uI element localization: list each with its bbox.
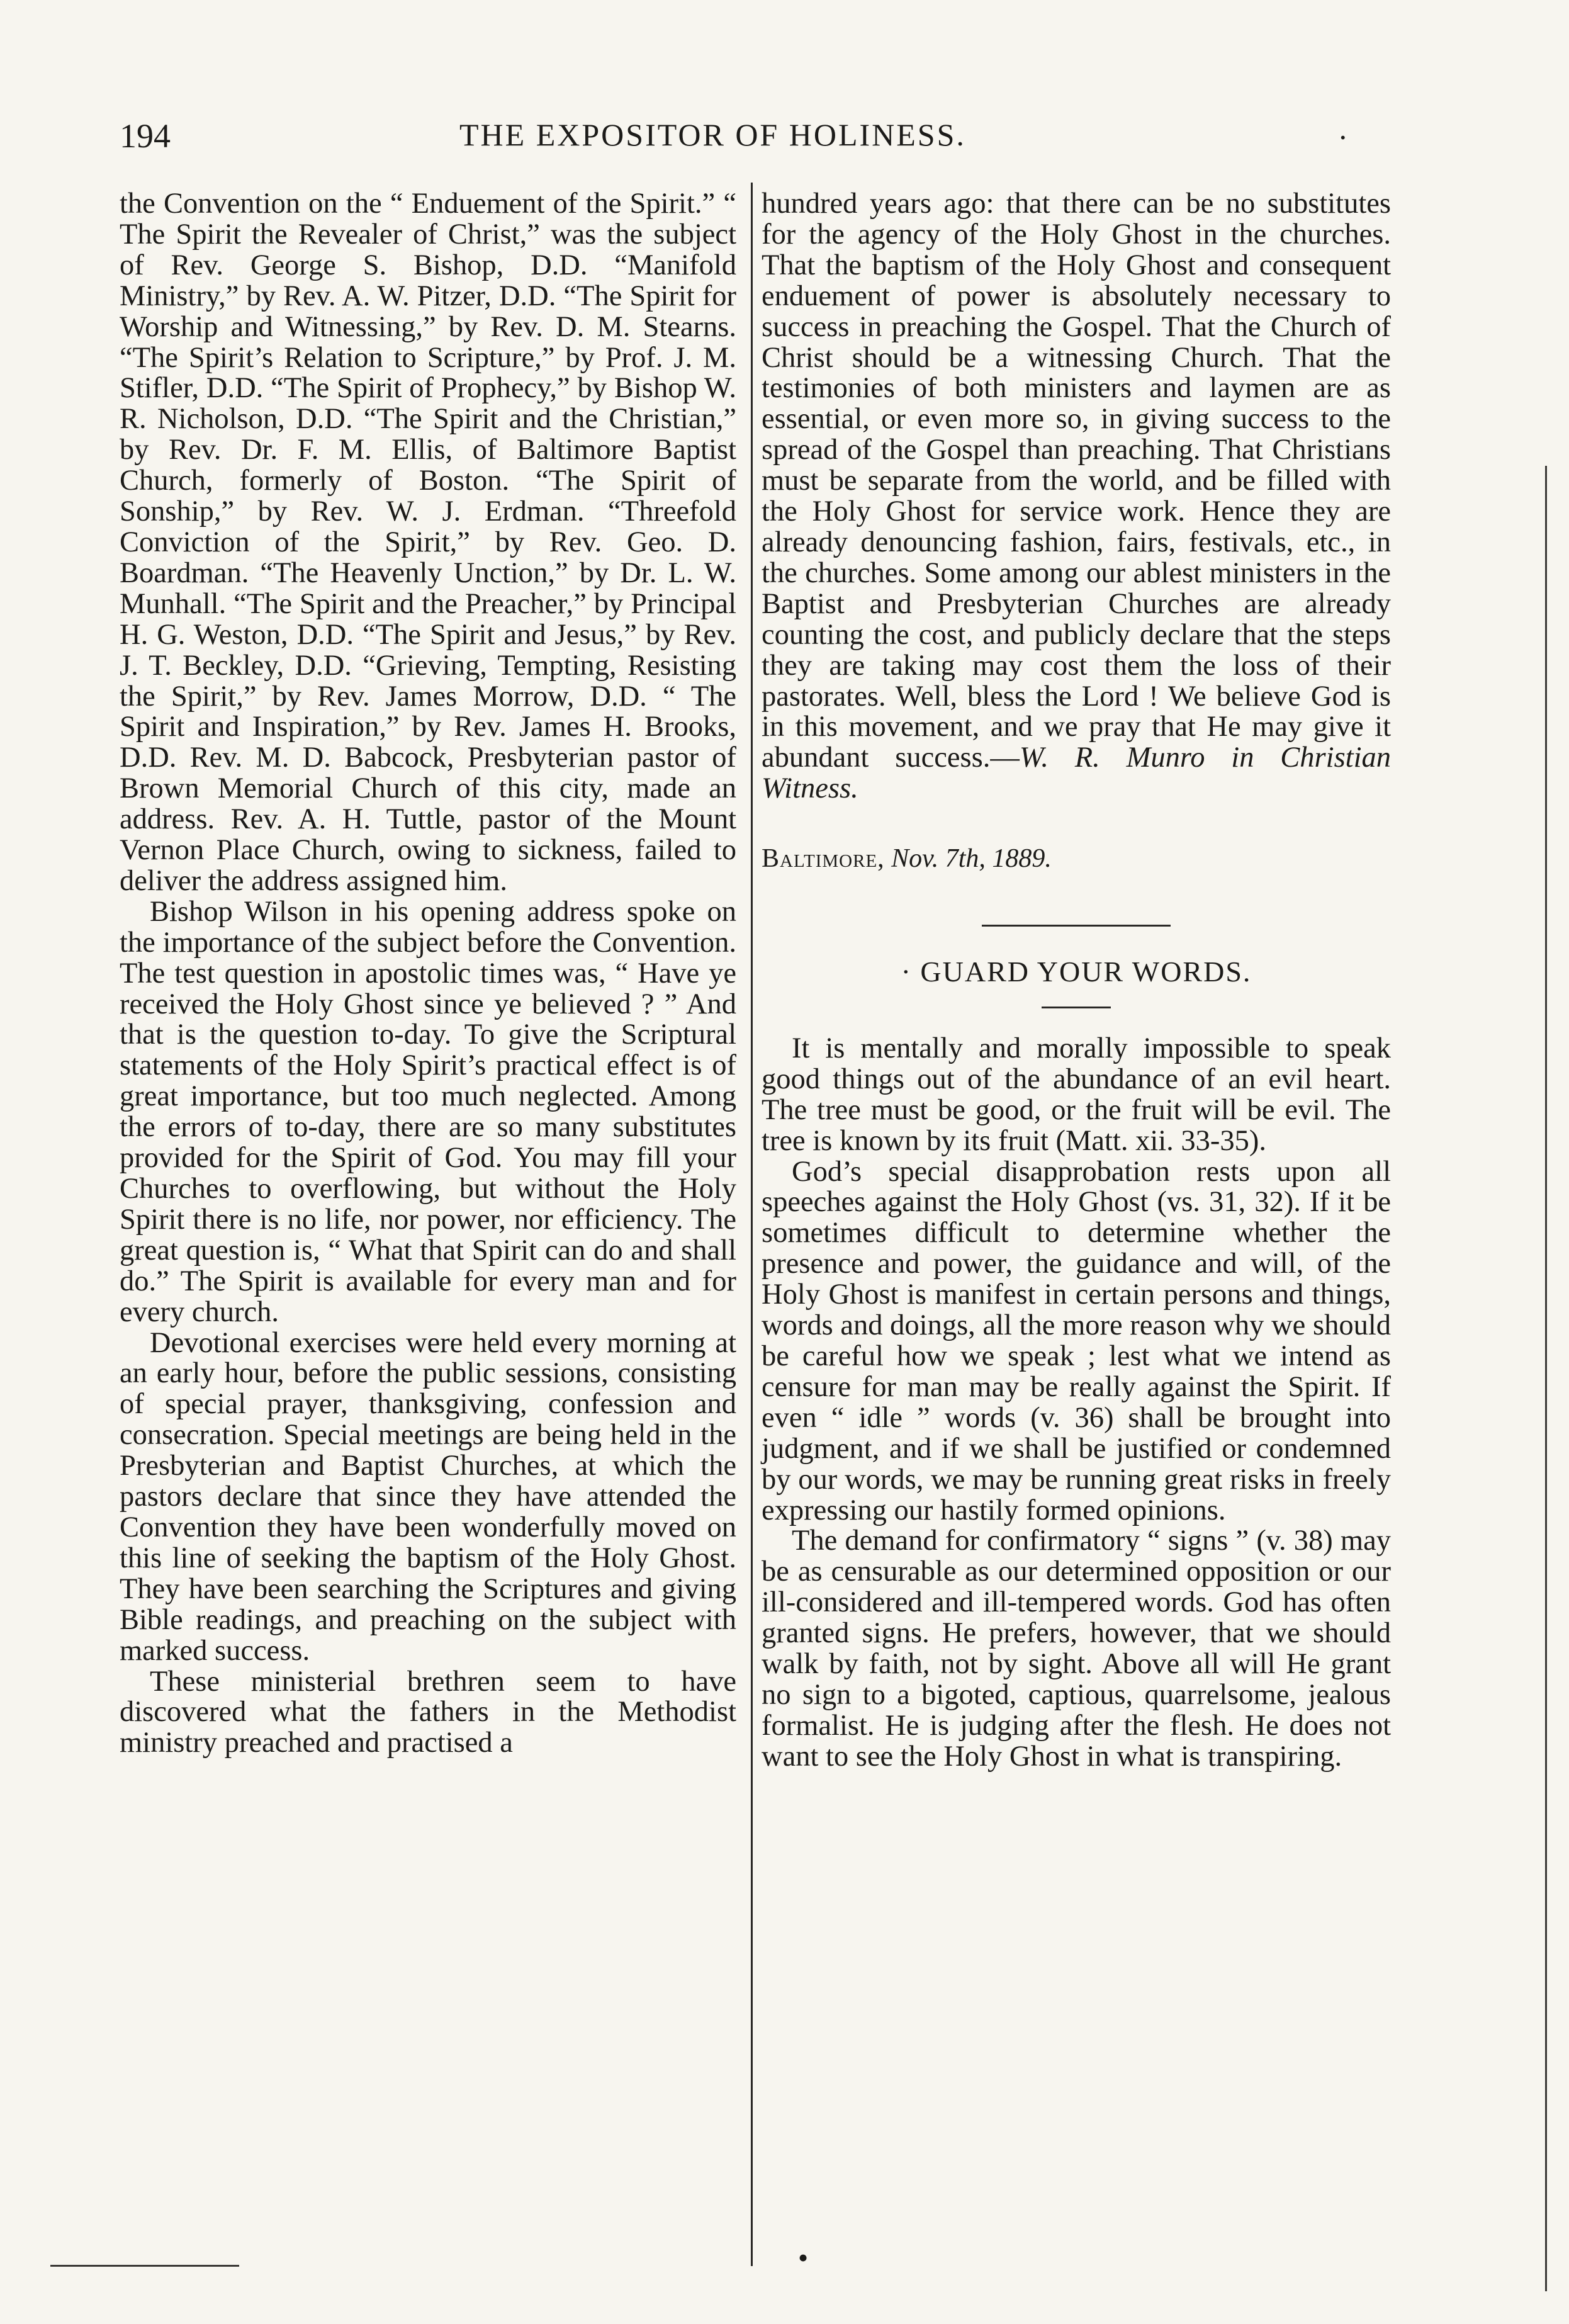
right-continuation-paragraph — [762, 189, 1391, 804]
left-paragraph-3: Devotional exercises were held every morning at an early hour, before the public sessions, consisting of special prayer, thanksgiving, confession and consecration. Special meetings are being held in the Presbyterian and Baptist Churches, at which the pastors declare that since they have attended the Convention they have been wonderfully moved on this line of seeking the baptism of the Holy Ghost. They have been searching the Scriptures and giving Bible readings, and preaching on the subject with marked success. — [120, 1326, 736, 1667]
section-subdivider — [1042, 1007, 1111, 1008]
page-header — [120, 110, 1366, 167]
article-paragraph-2: God’s special disapprobation rests upon all speeches against the Holy Ghost (vs. 31, 32). If it be sometimes difficult to determine whether the presence and power, the guidance and will, of the Holy Ghost is manifest in certain persons and things, words and doings, all the more reason why we should be careful how we speak ; lest what we intend as censure for man may be really against the Spirit. If even “ idle ” words (v. 36) shall be brought into judgment, and if we shall be justified or condemned by our words, we may be running great risks in freely expressing our hastily formed opinions. — [762, 1155, 1391, 1526]
section-divider — [982, 925, 1171, 927]
right-column — [762, 189, 1391, 1773]
article-paragraph-1: It is mentally and morally impossible to speak good things out of the abundance of an evil heart. The tree must be good, or the fruit will be evil. The tree is known by its fruit (Matt. xii. 33-35). — [762, 1032, 1391, 1157]
left-column — [120, 189, 736, 1759]
continuation-text: hundred years ago: that there can be no substitutes for the agency of the Holy Ghost in the churches. That the baptism of the Holy Ghost and consequent enduement of power is absolutely necessary to success in preaching the Gospel. That the Church of Christ should be a witnessing Church. That the testimonies of both ministers and laymen are as essential, or even more so, in giving success to the spread of the Gospel than preaching. That Christians must be separate from the world, and be filled with the Holy Ghost for service work. Hence they are already denouncing fashion, fairs, festivals, etc., in the churches. Some among our ablest ministers in the Baptist and Presbyterian Churches are already counting the cost, and publicly declare that the steps they are taking may cost them the loss of their pastorates. Well, bless the Lord ! We believe God is in this movement, and we pray that He may give it abundant success.— — [762, 188, 1391, 774]
header-mark: . — [1339, 111, 1347, 146]
article-paragraph-3: The demand for confirmatory “ signs ” (v. 38) may be as censurable as our determined opposition or our ill-considered and ill-tempered words. God has often granted signs. He prefers, however, that we should walk by faith, not by sight. Above all will He grant no sign to a bigoted, captious, quarrelsome, jealous formalist. He is judging after the flesh. He does not want to see the Holy Ghost in what is transpiring. — [762, 1525, 1391, 1773]
dateline-place: Baltimore, — [762, 844, 885, 874]
page-number: 194 — [120, 117, 171, 155]
dateline — [762, 843, 1391, 874]
left-paragraph-2: Bishop Wilson in his opening address spoke on the importance of the subject before the Convention. The test question in apostolic times was, “ Have ye received the Holy Ghost since ye believed ? ” And that is the question to-day. To give the Scriptural statements of the Holy Spirit’s practical effect is of great importance, but too much neglected. Among the errors of to-day, there are so many substitutes provided for the Spirit of God. You may fill your Churches to overflowing, but without the Holy Spirit there is no life, nor power, nor efficiency. The great question is, “ What that Spirit can do and shall do.” The Spirit is available for every man and for every church. — [120, 895, 736, 1328]
left-paragraph-1: the Convention on the “ Enduement of the Spirit.” “ The Spirit the Revealer of Christ,” was the subject of Rev. George S. Bishop, D.D. “Manifold Ministry,” by Rev. A. W. Pitzer, D.D. “The Spirit for Worship and Witnessing,” by Rev. D. M. Stearns. “The Spirit’s Relation to Scripture,” by Prof. J. M. Stifler, D.D. “The Spirit of Prophecy,” by Bishop W. R. Nicholson, D.D. “The Spirit and the Christian,” by Rev. Dr. F. M. Ellis, of Baltimore Baptist Church, formerly of Boston. “The Spirit of Sonship,” by Rev. W. J. Erdman. “Threefold Conviction of the Spirit,” by Rev. Geo. D. Boardman. “The Heavenly Unction,” by Dr. L. W. Munhall. “The Spirit and the Preacher,” by Principal H. G. Weston, D.D. “The Spirit and Jesus,” by Rev. J. T. Beckley, D.D. “Grieving, Tempting, Resisting the Spirit,” by Rev. James Morrow, D.D. “ The Spirit and Inspiration,” by Rev. James H. Brooks, D.D. Rev. M. D. Babcock, Presbyterian pastor of Brown Memorial Church of this city, made an address. Rev. A. H. Tuttle, pastor of the Mount Vernon Place Church, owing to sickness, failed to deliver the address assigned him. — [120, 188, 736, 897]
left-paragraph-4: These ministerial brethren seem to have discovered what the fathers in the Methodist ministry preached and practised a — [120, 1665, 736, 1759]
page-edge-rule — [1545, 466, 1547, 2291]
footer-mark: • — [798, 2242, 809, 2274]
running-title: THE EXPOSITOR OF HOLINESS. — [459, 117, 966, 152]
section-title: · GUARD YOUR WORDS. — [901, 956, 1252, 988]
column-divider — [751, 183, 753, 2266]
footer-rule — [50, 2265, 239, 2267]
source-credit: W. R. Munro in Christian Witness. — [762, 742, 1392, 805]
dateline-date: Nov. 7th, 1889. — [891, 844, 1052, 874]
